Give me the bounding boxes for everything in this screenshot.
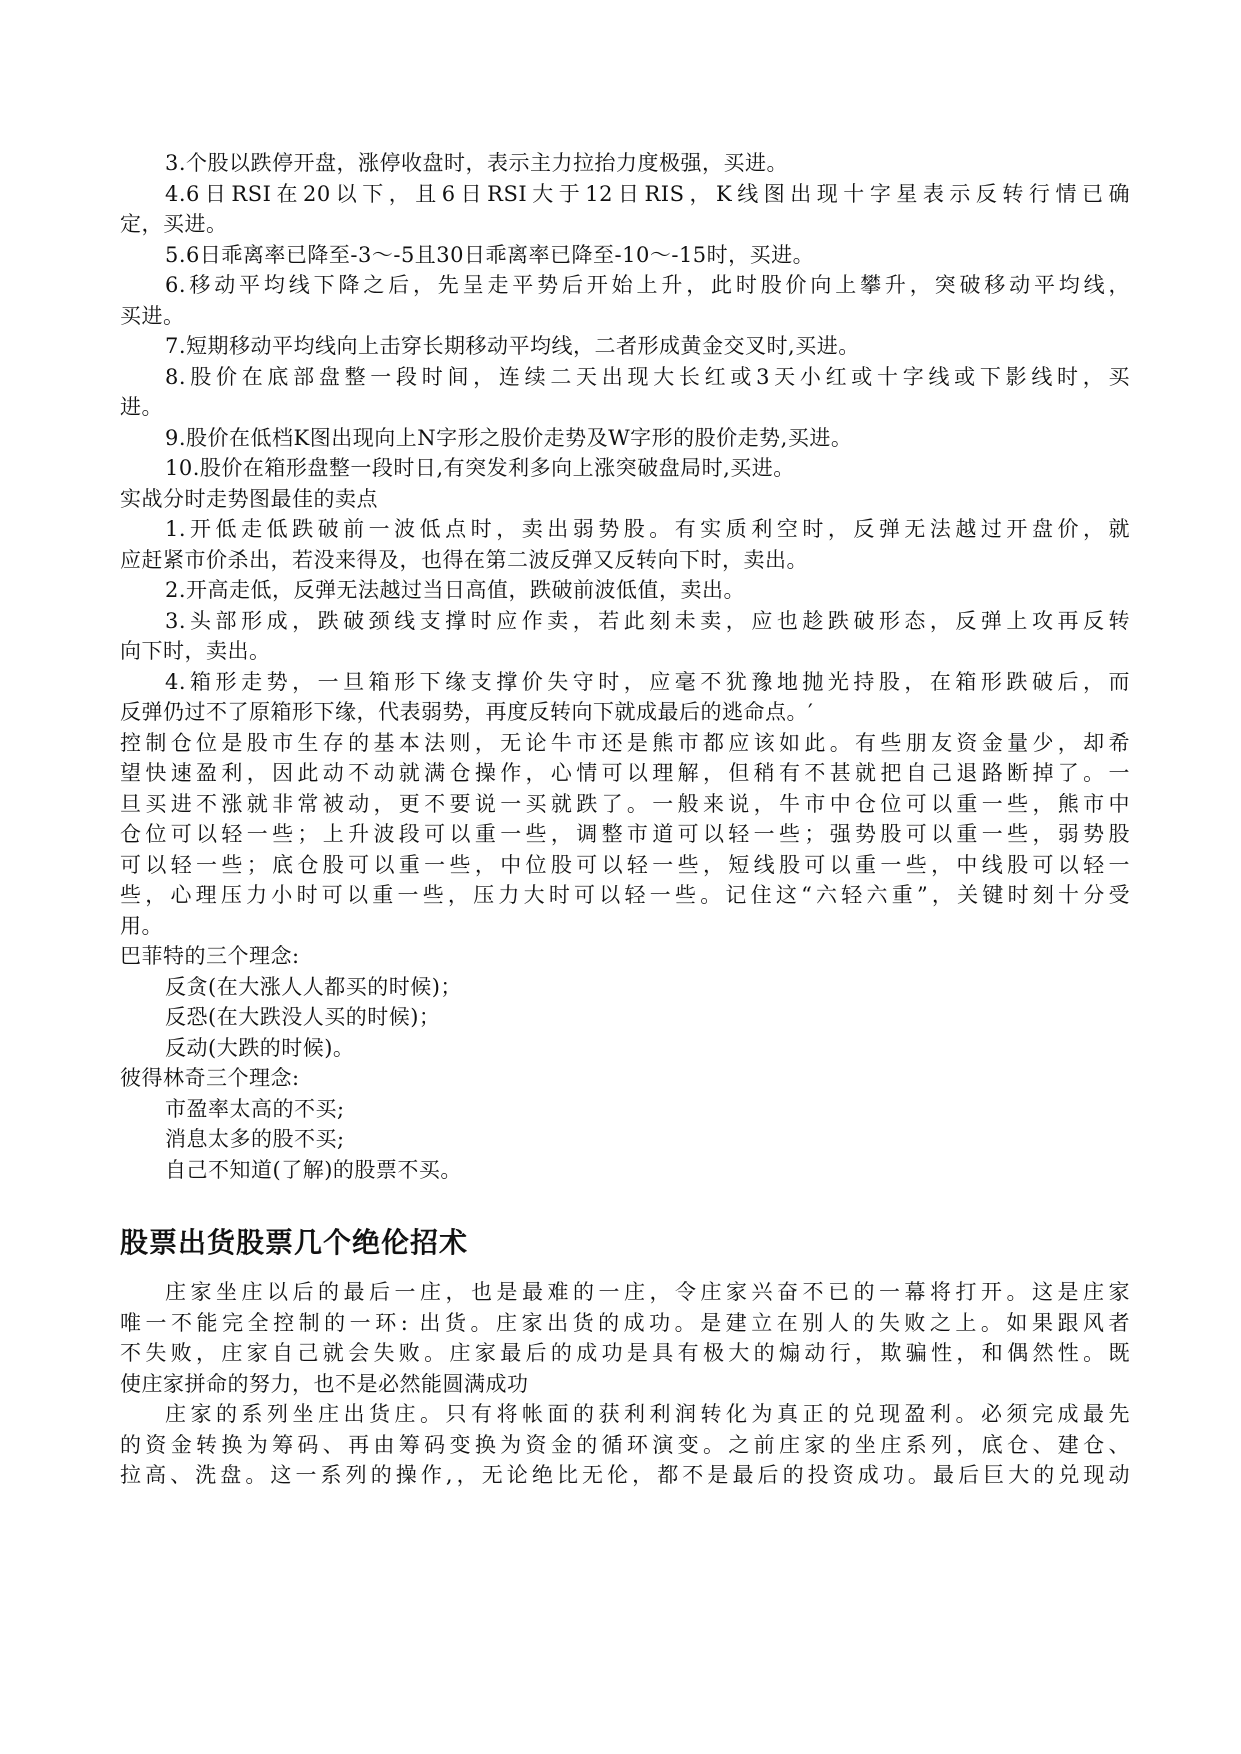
sell-point-2-line-1: 2.开高走低，反弹无法越过当日高值，跌破前波低值，卖出。 <box>165 578 746 602</box>
paragraph-line: 用。 <box>120 913 163 938</box>
buy-point-5-line-1: 5.6日乖离率已降至-3～-5且30日乖离率已降至-10～-15时，买进。 <box>165 242 815 267</box>
paragraph-line: 旦买进不涨就非常被动，更不要说一买就跌了。一般来说，牛市中仓位可以重一些，熊市中 <box>120 791 1130 816</box>
section-title: 股票出货股票几个绝伦招术 <box>120 1226 469 1259</box>
buffett-list <box>120 972 1130 1064</box>
buy-point-6-line-2: 买进。 <box>120 303 185 328</box>
paragraph-line: 拉高、洗盘。这一系列的操作,，无论绝比无伦，都不是最后的投资成功。最后巨大的兑现动 <box>120 1463 1130 1487</box>
sell-point-1-line-2: 应赶紧市价杀出，若没来得及，也得在第二波反弹又反转向下时，卖出。 <box>120 547 808 572</box>
buy-point-3-line-1: 3.个股以跌停开盘，涨停收盘时，表示主力拉抬力度极强，买进。 <box>165 151 789 175</box>
list-item: 消息太多的股不买; <box>165 1127 345 1151</box>
sell-point-4-line-2: 反弹仍过不了原箱形下缘，代表弱势，再度反转向下就成最后的逃命点。′ <box>120 700 814 724</box>
buy-points-list <box>120 148 1130 484</box>
position-control-paragraph <box>120 728 1130 942</box>
buffett-heading: 巴菲特的三个理念: <box>120 944 300 968</box>
paragraph-line: 控制仓位是股市生存的基本法则，无论牛市还是熊市都应该如此。有些朋友资金量少，却希 <box>120 730 1130 755</box>
lynch-list <box>120 1094 1130 1186</box>
list-item: 市盈率太高的不买; <box>165 1096 345 1121</box>
sell-point-3-line-1: 3.头部形成，跌破颈线支撑时应作卖，若此刻未卖，应也趁跌破形态，反弹上攻再反转 <box>165 608 1130 633</box>
document-page <box>120 148 1130 1491</box>
paragraph-line: 望快速盈利，因此动不动就满仓操作，心情可以理解，但稍有不甚就把自己退路断掉了。一 <box>120 761 1130 785</box>
buy-point-8-line-2: 进。 <box>120 395 163 419</box>
buy-point-4-line-1: 4.6日RSI在20以下，且6日RSI大于12日RIS，K线图出现十字星表示反转行情已确 <box>165 181 1130 206</box>
list-item: 反动(大跌的时候)。 <box>165 1035 355 1060</box>
list-item: 自己不知道(了解)的股票不买。 <box>165 1157 462 1182</box>
buy-point-8-line-1: 8.股价在底部盘整一段时间，连续二天出现大长红或3天小红或十字线或下影线时，买 <box>165 364 1130 389</box>
sell-points-heading: 实战分时走势图最佳的卖点 <box>120 486 378 511</box>
paragraph-line: 可以轻一些；底仓股可以重一些，中位股可以轻一些，短线股可以重一些，中线股可以轻一 <box>120 852 1130 877</box>
section-paragraph-2 <box>120 1399 1130 1491</box>
sell-point-4-line-1: 4.箱形走势，一旦箱形下缘支撑价失守时，应毫不犹豫地抛光持股，在箱形跌破后，而 <box>165 669 1130 694</box>
list-item: 反贪(在大涨人人都买的时候)； <box>165 974 462 999</box>
paragraph-line: 的资金转换为筹码、再由筹码变换为资金的循环演变。之前庄家的坐庄系列，底仓、建仓、 <box>120 1432 1130 1457</box>
sell-point-3-line-2: 向下时，卖出。 <box>120 639 271 663</box>
paragraph-line: 庄家坐庄以后的最后一庄，也是最难的一庄，令庄家兴奋不已的一幕将打开。这是庄家 <box>165 1280 1130 1304</box>
lynch-heading: 彼得林奇三个理念: <box>120 1066 300 1090</box>
paragraph-line: 些，心理压力小时可以重一些，压力大时可以轻一些。记住这“六轻六重”，关键时刻十分受 <box>120 883 1130 907</box>
buy-point-9-line-1: 9.股价在低档K图出现向上N字形之股价走势及W字形的股价走势,买进。 <box>165 425 853 450</box>
buy-point-6-line-1: 6.移动平均线下降之后，先呈走平势后开始上升，此时股价向上攀升，突破移动平均线， <box>165 273 1130 297</box>
sell-point-1-line-1: 1.开低走低跌破前一波低点时，卖出弱势股。有实质利空时，反弹无法越过开盘价，就 <box>165 517 1130 541</box>
buy-point-10-line-1: 10.股价在箱形盘整一段时日,有突发利多向上涨突破盘局时,买进。 <box>165 456 795 480</box>
list-item: 反恐(在大跌没人买的时候)； <box>165 1005 441 1029</box>
section-paragraph-1 <box>120 1277 1130 1399</box>
paragraph-line: 使庄家拼命的努力，也不是必然能圆满成功 <box>120 1371 529 1396</box>
buy-point-4-line-2: 定，买进。 <box>120 212 228 236</box>
paragraph-line: 仓位可以轻一些；上升波段可以重一些，调整市道可以轻一些；强势股可以重一些，弱势股 <box>120 822 1130 846</box>
paragraph-line: 庄家的系列坐庄出货庄。只有将帐面的获利利润转化为真正的兑现盈利。必须完成最先 <box>165 1402 1130 1426</box>
paragraph-line: 不失败，庄家自己就会失败。庄家最后的成功是具有极大的煽动行，欺骗性，和偶然性。既 <box>120 1341 1130 1365</box>
buy-point-7-line-1: 7.短期移动平均线向上击穿长期移动平均线，二者形成黄金交叉时,买进。 <box>165 334 860 358</box>
sell-points-list <box>120 514 1130 728</box>
paragraph-line: 唯一不能完全控制的一环: 出货。庄家出货的成功。是建立在别人的失败之上。如果跟风者 <box>120 1310 1130 1335</box>
